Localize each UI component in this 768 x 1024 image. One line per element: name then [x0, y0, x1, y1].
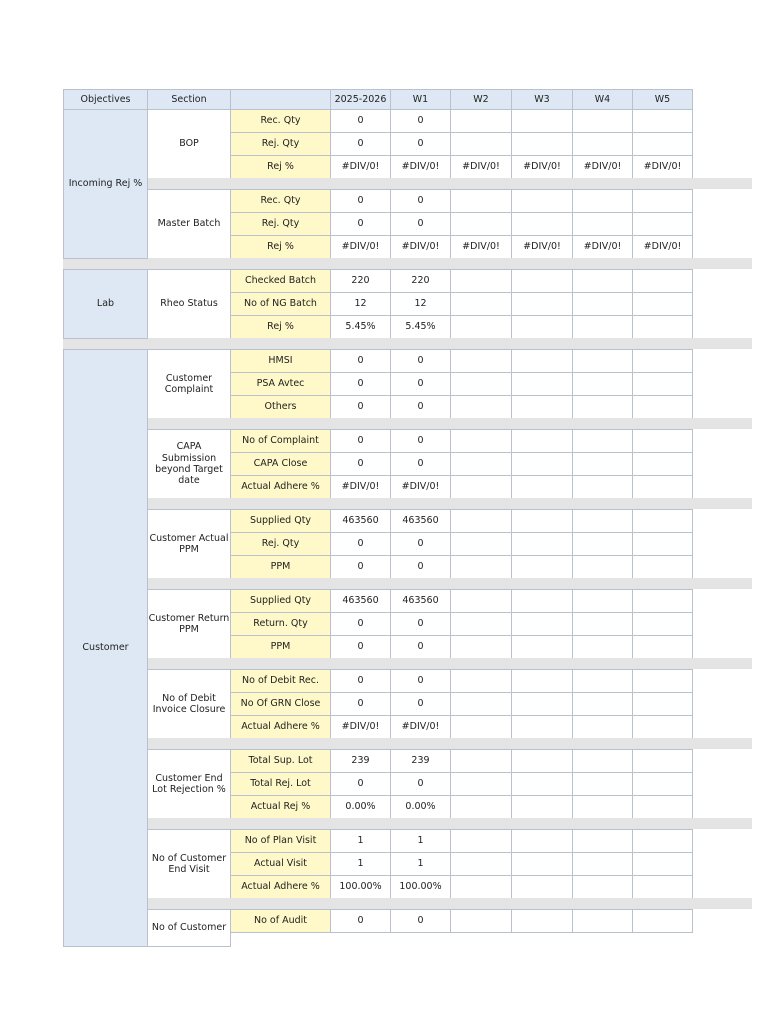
value-cell[interactable]: 239 [330, 749, 391, 773]
value-cell[interactable] [511, 692, 573, 716]
row-label[interactable]: No of Complaint [230, 429, 331, 453]
section-label[interactable] [147, 189, 231, 259]
value-cell[interactable]: 0 [330, 395, 391, 419]
value-cell[interactable] [511, 795, 573, 819]
value-cell[interactable] [632, 555, 693, 579]
value-cell[interactable] [511, 395, 573, 419]
value-cell[interactable] [572, 772, 633, 796]
row-label[interactable]: Rec. Qty [230, 189, 331, 213]
value-cell[interactable]: 0 [390, 532, 451, 556]
value-cell[interactable]: 0 [330, 692, 391, 716]
value-cell[interactable] [572, 269, 633, 293]
row-label[interactable]: Actual Visit [230, 852, 331, 876]
value-cell[interactable]: 0 [330, 109, 391, 133]
section-name: Customer End Lot Rejection % [152, 772, 226, 795]
value-cell[interactable]: #DIV/0! [390, 715, 451, 739]
section-name: Customer Actual PPM [149, 532, 229, 555]
separator-row [63, 338, 752, 349]
value-cell[interactable]: #DIV/0! [330, 475, 391, 499]
value-cell[interactable] [632, 452, 693, 476]
value-cell[interactable]: 0 [390, 692, 451, 716]
value-cell[interactable] [511, 909, 573, 933]
row-label[interactable]: PPM [230, 555, 331, 579]
row-label[interactable]: No of Audit [230, 909, 331, 933]
value-cell[interactable] [632, 395, 693, 419]
value-cell[interactable] [511, 715, 573, 739]
value-cell[interactable] [511, 532, 573, 556]
value-cell[interactable] [572, 852, 633, 876]
value-cell[interactable] [450, 555, 512, 579]
value-cell[interactable] [450, 635, 512, 659]
value-cell[interactable]: 100.00% [330, 875, 391, 899]
value-cell[interactable] [632, 875, 693, 899]
value-cell[interactable] [572, 635, 633, 659]
value-cell[interactable]: 1 [330, 829, 391, 853]
value-cell[interactable] [450, 372, 512, 396]
value-cell[interactable] [511, 852, 573, 876]
value-cell[interactable] [450, 909, 512, 933]
value-cell[interactable] [572, 532, 633, 556]
value-cell[interactable] [632, 132, 693, 156]
value-cell[interactable]: #DIV/0! [450, 235, 512, 259]
value-cell[interactable]: 0 [330, 349, 391, 373]
column-header[interactable]: W1 [390, 89, 451, 110]
value-cell[interactable] [450, 852, 512, 876]
value-cell[interactable] [572, 509, 633, 533]
value-cell[interactable]: 0 [330, 612, 391, 636]
value-cell[interactable] [632, 372, 693, 396]
value-cell[interactable] [632, 109, 693, 133]
value-cell[interactable] [511, 132, 573, 156]
value-cell[interactable]: 1 [390, 829, 451, 853]
value-cell[interactable] [450, 715, 512, 739]
objective-name: Customer [82, 642, 129, 654]
value-cell[interactable] [450, 692, 512, 716]
section-label[interactable] [147, 269, 231, 339]
value-cell[interactable] [450, 212, 512, 236]
value-cell[interactable] [572, 749, 633, 773]
value-cell[interactable] [511, 315, 573, 339]
column-header[interactable]: Section [147, 89, 231, 110]
value-cell[interactable]: 0 [390, 555, 451, 579]
value-cell[interactable] [450, 189, 512, 213]
row-label[interactable]: Rej % [230, 235, 331, 259]
value-cell[interactable] [572, 795, 633, 819]
value-cell[interactable]: 0 [390, 909, 451, 933]
value-cell[interactable]: #DIV/0! [390, 475, 451, 499]
row-label[interactable]: HMSI [230, 349, 331, 373]
separator-row [147, 738, 752, 749]
value-cell[interactable]: #DIV/0! [632, 235, 693, 259]
value-cell[interactable]: 0 [330, 555, 391, 579]
value-cell[interactable] [632, 509, 693, 533]
value-cell[interactable]: #DIV/0! [330, 155, 391, 179]
value-cell[interactable] [511, 555, 573, 579]
separator-row [147, 658, 752, 669]
value-cell[interactable] [572, 429, 633, 453]
value-cell[interactable] [450, 475, 512, 499]
value-cell[interactable]: 100.00% [390, 875, 451, 899]
value-cell[interactable] [450, 669, 512, 693]
section-name: No of Debit Invoice Closure [152, 692, 226, 715]
row-label[interactable]: Rej % [230, 315, 331, 339]
row-label[interactable]: Rec. Qty [230, 109, 331, 133]
value-cell[interactable] [632, 475, 693, 499]
value-cell[interactable]: #DIV/0! [330, 715, 391, 739]
value-cell[interactable]: 0 [330, 132, 391, 156]
section-label[interactable] [147, 589, 231, 659]
value-cell[interactable] [511, 829, 573, 853]
value-cell[interactable] [572, 875, 633, 899]
row-label[interactable]: Others [230, 395, 331, 419]
value-cell[interactable] [511, 589, 573, 613]
row-label[interactable]: Rej % [230, 155, 331, 179]
value-cell[interactable] [511, 772, 573, 796]
separator-row [147, 178, 752, 189]
value-cell[interactable] [511, 189, 573, 213]
row-label[interactable]: Actual Adhere % [230, 715, 331, 739]
value-cell[interactable]: 0.00% [330, 795, 391, 819]
separator-row [147, 578, 752, 589]
value-cell[interactable] [632, 429, 693, 453]
value-cell[interactable] [572, 395, 633, 419]
section-name: Customer Complaint [164, 372, 214, 395]
value-cell[interactable]: #DIV/0! [572, 155, 633, 179]
value-cell[interactable] [450, 429, 512, 453]
value-cell[interactable] [450, 875, 512, 899]
value-cell[interactable]: 0 [330, 189, 391, 213]
value-cell[interactable]: 0 [390, 635, 451, 659]
value-cell[interactable] [450, 749, 512, 773]
value-cell[interactable]: 0 [390, 429, 451, 453]
value-cell[interactable] [511, 749, 573, 773]
value-cell[interactable] [632, 635, 693, 659]
value-cell[interactable] [511, 635, 573, 659]
section-name: CAPA Submission beyond Target date [155, 441, 223, 487]
section-label[interactable] [147, 509, 231, 579]
separator-row [147, 498, 752, 509]
section-label[interactable] [147, 429, 231, 499]
value-cell[interactable] [572, 315, 633, 339]
section-label[interactable] [147, 829, 231, 899]
value-cell[interactable]: 5.45% [390, 315, 451, 339]
value-cell[interactable] [572, 109, 633, 133]
value-cell[interactable]: 0 [330, 452, 391, 476]
value-cell[interactable]: 0 [330, 372, 391, 396]
separator-row [147, 818, 752, 829]
value-cell[interactable] [450, 795, 512, 819]
row-label[interactable]: No Of GRN Close [230, 692, 331, 716]
value-cell[interactable]: 0 [390, 349, 451, 373]
value-cell[interactable] [632, 612, 693, 636]
value-cell[interactable] [572, 909, 633, 933]
value-cell[interactable]: 0 [390, 612, 451, 636]
section-name: Master Batch [157, 218, 221, 230]
value-cell[interactable] [572, 589, 633, 613]
section-label[interactable] [147, 749, 231, 819]
column-header[interactable] [230, 89, 331, 110]
section-name: Rheo Status [160, 298, 218, 310]
row-label[interactable]: Rej. Qty [230, 532, 331, 556]
value-cell[interactable] [572, 829, 633, 853]
value-cell[interactable] [450, 395, 512, 419]
value-cell[interactable] [450, 509, 512, 533]
section-name: BOP [179, 138, 199, 150]
column-header[interactable]: W4 [572, 89, 633, 110]
value-cell[interactable] [450, 269, 512, 293]
value-cell[interactable] [632, 292, 693, 316]
objective-label[interactable] [63, 109, 148, 259]
value-cell[interactable] [511, 475, 573, 499]
value-cell[interactable] [572, 692, 633, 716]
value-cell[interactable] [632, 349, 693, 373]
value-cell[interactable] [450, 829, 512, 853]
value-cell[interactable] [450, 612, 512, 636]
section-label[interactable] [147, 669, 231, 739]
value-cell[interactable]: 463560 [330, 589, 391, 613]
value-cell[interactable]: 0 [390, 132, 451, 156]
row-label[interactable]: Supplied Qty [230, 589, 331, 613]
section-name: Customer Return PPM [148, 612, 230, 635]
objective-name: Lab [96, 298, 115, 310]
value-cell[interactable] [511, 372, 573, 396]
value-cell[interactable]: 463560 [390, 589, 451, 613]
value-cell[interactable] [572, 452, 633, 476]
row-label[interactable]: CAPA Close [230, 452, 331, 476]
value-cell[interactable] [632, 715, 693, 739]
value-cell[interactable]: 1 [330, 852, 391, 876]
row-label[interactable]: Rej. Qty [230, 212, 331, 236]
column-header[interactable]: Objectives [63, 89, 148, 110]
value-cell[interactable]: 0 [330, 635, 391, 659]
value-cell[interactable]: 0 [390, 395, 451, 419]
value-cell[interactable] [632, 692, 693, 716]
value-cell[interactable]: 0 [390, 772, 451, 796]
value-cell[interactable] [632, 852, 693, 876]
value-cell[interactable] [632, 749, 693, 773]
value-cell[interactable] [511, 349, 573, 373]
section-label[interactable] [147, 109, 231, 179]
value-cell[interactable]: 0 [330, 772, 391, 796]
value-cell[interactable] [632, 315, 693, 339]
value-cell[interactable] [572, 715, 633, 739]
value-cell[interactable]: 0 [390, 212, 451, 236]
value-cell[interactable] [632, 795, 693, 819]
column-header[interactable]: W3 [511, 89, 573, 110]
value-cell[interactable] [572, 555, 633, 579]
value-cell[interactable]: #DIV/0! [450, 155, 512, 179]
column-header[interactable]: 2025-2026 [330, 89, 391, 110]
section-name: No of Customer End Visit [151, 852, 227, 875]
value-cell[interactable]: 0 [390, 109, 451, 133]
value-cell[interactable]: 463560 [390, 509, 451, 533]
value-cell[interactable] [572, 372, 633, 396]
value-cell[interactable]: 220 [330, 269, 391, 293]
row-label[interactable]: Checked Batch [230, 269, 331, 293]
separator-row [147, 418, 752, 429]
value-cell[interactable] [572, 292, 633, 316]
objective-label[interactable] [63, 349, 148, 947]
value-cell[interactable]: 0.00% [390, 795, 451, 819]
value-cell[interactable]: 0 [330, 212, 391, 236]
value-cell[interactable] [632, 669, 693, 693]
row-label[interactable]: PSA Avtec [230, 372, 331, 396]
value-cell[interactable] [511, 612, 573, 636]
value-cell[interactable]: #DIV/0! [632, 155, 693, 179]
section-name: No of Customer [151, 922, 227, 934]
value-cell[interactable] [450, 532, 512, 556]
value-cell[interactable]: 0 [390, 189, 451, 213]
value-cell[interactable] [572, 212, 633, 236]
value-cell[interactable]: 12 [330, 292, 391, 316]
value-cell[interactable]: #DIV/0! [330, 235, 391, 259]
value-cell[interactable] [511, 875, 573, 899]
row-label[interactable]: PPM [230, 635, 331, 659]
value-cell[interactable]: 239 [390, 749, 451, 773]
value-cell[interactable] [450, 109, 512, 133]
section-label[interactable] [147, 909, 231, 947]
value-cell[interactable]: 0 [330, 532, 391, 556]
value-cell[interactable] [450, 772, 512, 796]
value-cell[interactable] [632, 772, 693, 796]
value-cell[interactable] [511, 669, 573, 693]
value-cell[interactable] [632, 589, 693, 613]
section-label[interactable] [147, 349, 231, 419]
value-cell[interactable] [572, 132, 633, 156]
objective-label[interactable] [63, 269, 148, 339]
objective-name: Incoming Rej % [68, 178, 143, 190]
row-label[interactable]: Actual Rej % [230, 795, 331, 819]
value-cell[interactable]: 0 [390, 669, 451, 693]
row-label[interactable]: Supplied Qty [230, 509, 331, 533]
value-cell[interactable] [572, 349, 633, 373]
value-cell[interactable] [450, 452, 512, 476]
row-label[interactable]: No of Plan Visit [230, 829, 331, 853]
row-label[interactable]: No of NG Batch [230, 292, 331, 316]
value-cell[interactable] [450, 132, 512, 156]
row-label[interactable]: Actual Adhere % [230, 475, 331, 499]
column-header[interactable]: W5 [632, 89, 693, 110]
value-cell[interactable] [632, 909, 693, 933]
row-label[interactable]: Actual Adhere % [230, 875, 331, 899]
value-cell[interactable] [511, 452, 573, 476]
value-cell[interactable]: 5.45% [330, 315, 391, 339]
value-cell[interactable] [572, 612, 633, 636]
value-cell[interactable] [511, 269, 573, 293]
value-cell[interactable]: #DIV/0! [390, 235, 451, 259]
value-cell[interactable] [450, 589, 512, 613]
value-cell[interactable]: 1 [390, 852, 451, 876]
value-cell[interactable]: 220 [390, 269, 451, 293]
value-cell[interactable]: 0 [390, 372, 451, 396]
value-cell[interactable]: #DIV/0! [390, 155, 451, 179]
value-cell[interactable] [511, 109, 573, 133]
value-cell[interactable] [511, 509, 573, 533]
value-cell[interactable] [450, 292, 512, 316]
value-cell[interactable] [632, 269, 693, 293]
value-cell[interactable] [450, 315, 512, 339]
row-label[interactable]: Total Rej. Lot [230, 772, 331, 796]
row-label[interactable]: Rej. Qty [230, 132, 331, 156]
row-label[interactable]: No of Debit Rec. [230, 669, 331, 693]
value-cell[interactable]: #DIV/0! [511, 235, 573, 259]
value-cell[interactable]: 0 [330, 669, 391, 693]
value-cell[interactable]: 0 [330, 909, 391, 933]
value-cell[interactable] [450, 349, 512, 373]
row-label[interactable]: Total Sup. Lot [230, 749, 331, 773]
value-cell[interactable]: 0 [390, 452, 451, 476]
value-cell[interactable] [632, 189, 693, 213]
row-label[interactable]: Return. Qty [230, 612, 331, 636]
value-cell[interactable] [572, 669, 633, 693]
value-cell[interactable] [572, 475, 633, 499]
value-cell[interactable] [632, 829, 693, 853]
value-cell[interactable]: #DIV/0! [511, 155, 573, 179]
column-header[interactable]: W2 [450, 89, 512, 110]
value-cell[interactable] [511, 212, 573, 236]
value-cell[interactable]: 0 [330, 429, 391, 453]
value-cell[interactable]: #DIV/0! [572, 235, 633, 259]
value-cell[interactable] [572, 189, 633, 213]
value-cell[interactable] [632, 532, 693, 556]
value-cell[interactable]: 463560 [330, 509, 391, 533]
separator-row [147, 898, 752, 909]
value-cell[interactable] [632, 212, 693, 236]
value-cell[interactable] [511, 429, 573, 453]
value-cell[interactable] [511, 292, 573, 316]
value-cell[interactable]: 12 [390, 292, 451, 316]
separator-row [63, 258, 752, 269]
